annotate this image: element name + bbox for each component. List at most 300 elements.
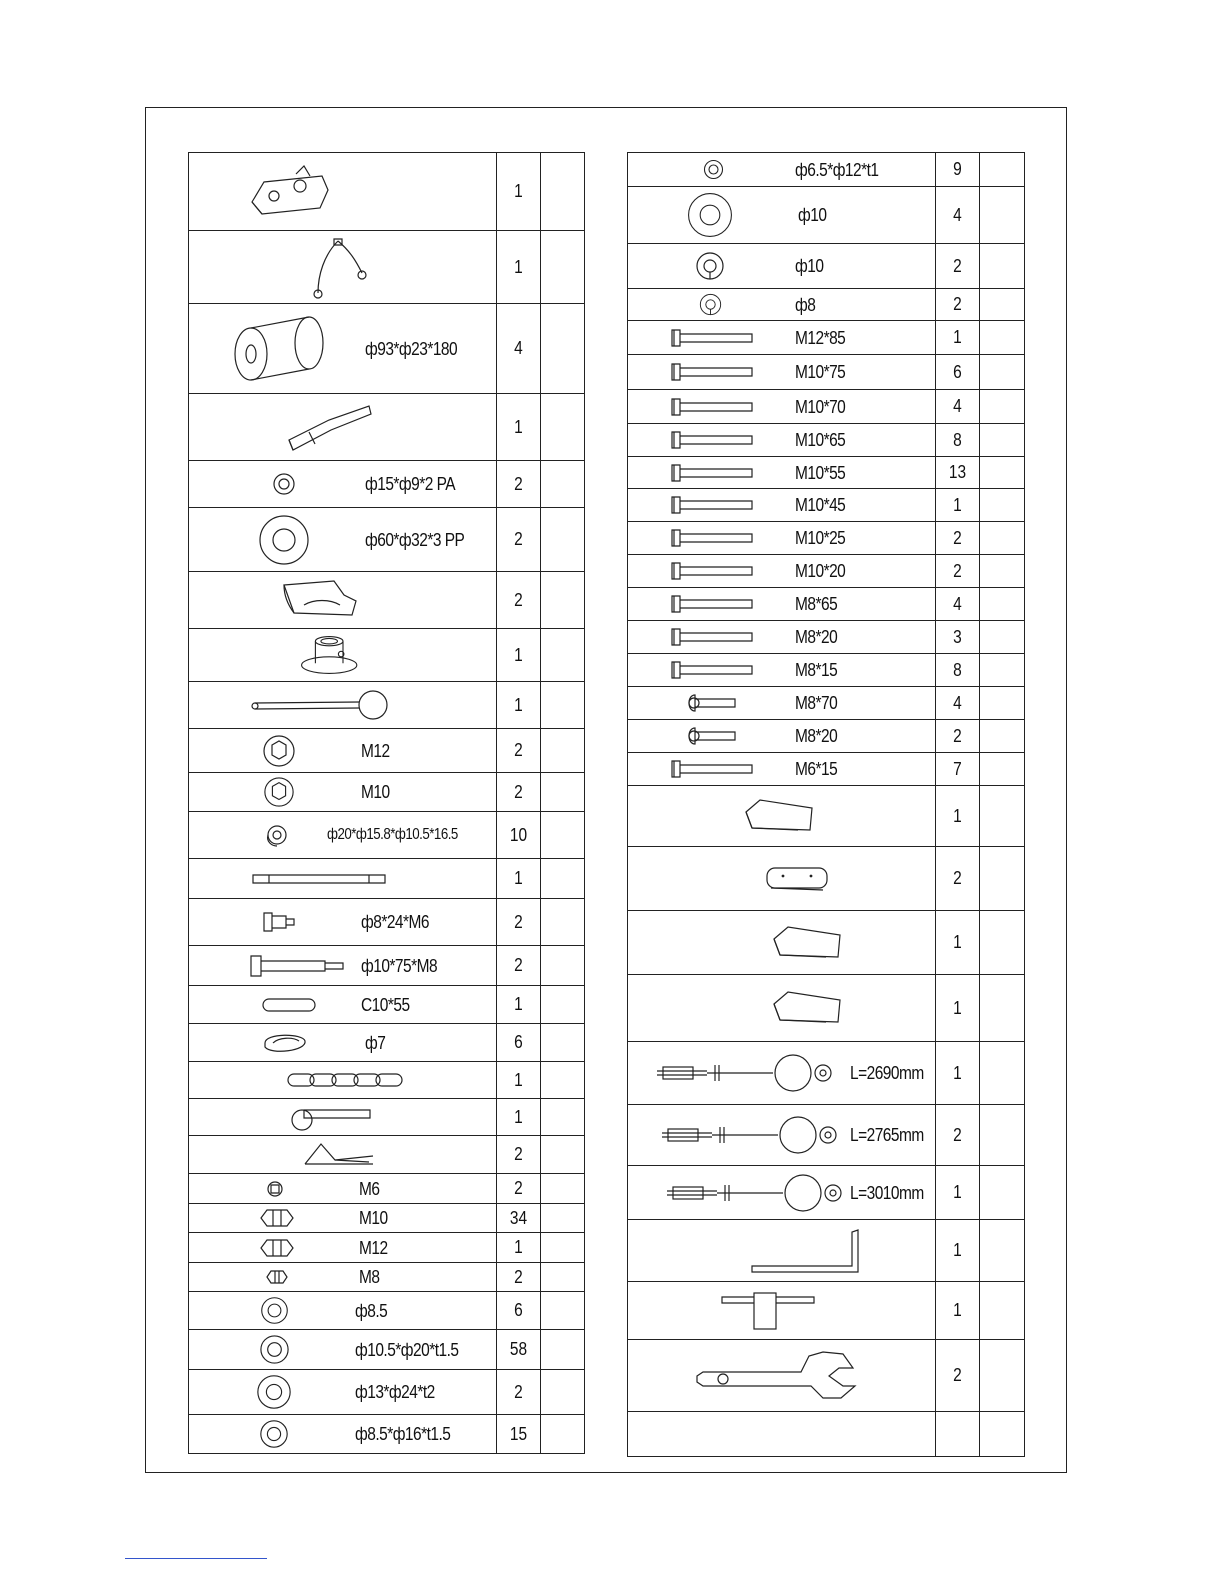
part-qty-cell [936, 847, 980, 911]
part-illustration-cell [189, 1204, 497, 1233]
part-spec: M10*45 [795, 495, 846, 515]
parts-row [628, 1220, 1025, 1282]
hex-nut-small-icon [264, 1269, 290, 1285]
part-qty: 1 [953, 805, 962, 826]
part-check-cell[interactable] [980, 1220, 1025, 1282]
part-qty: 1 [514, 416, 523, 437]
square-cap-icon [766, 986, 846, 1030]
large-washer-icon [685, 190, 735, 240]
part-qty: 6 [953, 361, 962, 382]
button-head-bolt-icon [687, 693, 739, 713]
part-check-cell[interactable] [980, 1166, 1025, 1220]
hex-bolt-icon [670, 397, 756, 417]
parts-row [628, 1042, 1025, 1105]
part-check-cell[interactable] [980, 753, 1025, 786]
part-check-cell[interactable] [541, 1263, 585, 1292]
part-illustration-cell [189, 1330, 497, 1370]
spring-washer-icon [698, 292, 723, 317]
part-spec: ф6.5*ф12*t1 [795, 159, 879, 180]
part-qty-cell [497, 572, 541, 629]
part-qty: 58 [509, 1339, 528, 1359]
part-qty: 1 [514, 181, 523, 201]
part-illustration-cell [628, 355, 936, 390]
part-illustration-cell [189, 1370, 497, 1415]
part-qty-cell [497, 394, 541, 461]
part-qty: 4 [953, 692, 962, 713]
part-check-cell[interactable] [980, 1282, 1025, 1340]
part-spec: ф7 [365, 1032, 386, 1053]
parts-row [189, 899, 585, 946]
part-spec: ф20*ф15.8*ф10.5*16.5 [327, 826, 458, 843]
part-check-cell[interactable] [980, 289, 1025, 321]
part-spec: ф13*ф24*t2 [355, 1382, 435, 1402]
hex-bolt-icon [670, 495, 756, 515]
part-check-cell[interactable] [980, 424, 1025, 457]
parts-row [189, 231, 585, 304]
parts-row [628, 390, 1025, 424]
t-wrench-icon [718, 1291, 818, 1331]
oval-cap-icon [763, 864, 833, 894]
part-qty: 1 [953, 494, 962, 515]
part-check-cell[interactable] [980, 1340, 1025, 1412]
part-illustration-cell [189, 1292, 497, 1330]
part-spec: L=3010mm [850, 1182, 924, 1203]
parts-row [189, 1292, 585, 1330]
part-qty-cell [936, 424, 980, 457]
part-check-cell[interactable] [541, 946, 585, 986]
part-illustration-cell [628, 555, 936, 588]
part-check-cell[interactable] [541, 773, 585, 812]
part-check-cell[interactable] [541, 461, 585, 508]
part-qty-cell [936, 355, 980, 390]
part-check-cell[interactable] [541, 1370, 585, 1415]
part-qty-cell [936, 522, 980, 555]
rod-icon [249, 872, 389, 886]
part-qty-cell [497, 946, 541, 986]
part-check-cell[interactable] [541, 394, 585, 461]
part-spec: M10*70 [795, 396, 846, 417]
part-check-cell[interactable] [541, 682, 585, 729]
part-qty-cell [497, 1099, 541, 1136]
part-spec: M6*15 [795, 759, 838, 779]
part-illustration-cell [628, 720, 936, 753]
parts-row [189, 1024, 585, 1062]
part-illustration-cell [189, 153, 497, 231]
part-illustration-cell [628, 654, 936, 687]
hex-bolt-icon [670, 660, 756, 680]
part-qty-cell [936, 1282, 980, 1340]
parts-row [628, 588, 1025, 621]
part-qty: 4 [514, 338, 523, 358]
part-qty: 2 [514, 529, 523, 549]
part-qty-cell [936, 687, 980, 720]
part-qty: 2 [514, 1266, 523, 1287]
parts-row [189, 394, 585, 461]
cap-nut-icon [265, 1180, 285, 1198]
part-qty-cell [497, 986, 541, 1024]
part-spec: M8*15 [795, 660, 838, 680]
part-check-cell[interactable] [980, 555, 1025, 588]
part-illustration-cell [628, 1166, 936, 1220]
part-qty: 4 [953, 204, 962, 225]
hex-nut-icon [257, 1208, 297, 1228]
part-check-cell[interactable] [980, 975, 1025, 1042]
part-qty-cell [497, 153, 541, 231]
part-check-cell[interactable] [980, 153, 1025, 187]
parts-row [628, 1412, 1025, 1457]
part-illustration-cell [628, 1042, 936, 1105]
part-check-cell[interactable] [980, 687, 1025, 720]
part-check-cell[interactable] [980, 457, 1025, 489]
part-spec: M10*20 [795, 561, 846, 581]
part-illustration-cell [189, 946, 497, 986]
part-spec: M10 [359, 1208, 388, 1228]
part-illustration-cell [628, 321, 936, 355]
part-qty: 10 [509, 824, 528, 845]
parts-row [189, 1099, 585, 1136]
parts-row [189, 572, 585, 629]
part-check-cell[interactable] [980, 390, 1025, 424]
part-spec: ф10.5*ф20*t1.5 [355, 1339, 459, 1360]
part-qty-cell [936, 975, 980, 1042]
part-qty-cell [936, 720, 980, 753]
part-qty-cell [497, 899, 541, 946]
part-check-cell[interactable] [541, 859, 585, 899]
part-illustration-cell [189, 1263, 497, 1292]
part-qty: 1 [514, 868, 523, 888]
part-qty: 2 [953, 725, 962, 746]
part-check-cell[interactable] [541, 1415, 585, 1454]
part-spec: L=2765mm [850, 1125, 924, 1145]
parts-row [189, 773, 585, 812]
part-spec: L=2690mm [850, 1063, 924, 1083]
hex-bolt-icon [670, 430, 756, 450]
parts-row [628, 424, 1025, 457]
part-qty-cell [936, 1166, 980, 1220]
part-spec: ф8 [795, 294, 816, 315]
part-check-cell[interactable] [980, 588, 1025, 621]
part-qty: 1 [953, 1300, 962, 1320]
part-qty-cell [497, 629, 541, 682]
part-qty-cell [936, 786, 980, 847]
part-check-cell[interactable] [541, 1099, 585, 1136]
hex-bolt-icon [670, 561, 756, 581]
part-qty-cell [497, 729, 541, 773]
part-illustration-cell [628, 621, 936, 654]
part-qty: 2 [514, 473, 523, 494]
part-check-cell[interactable] [980, 522, 1025, 555]
part-illustration-cell [628, 187, 936, 244]
shoulder-bolt-long-icon [249, 954, 349, 978]
part-qty: 2 [514, 589, 523, 610]
part-check-cell[interactable] [980, 244, 1025, 289]
part-qty-cell [497, 773, 541, 812]
part-qty: 6 [514, 1032, 523, 1052]
part-check-cell[interactable] [541, 812, 585, 859]
part-qty: 8 [953, 659, 962, 680]
part-qty-cell [497, 1263, 541, 1292]
part-qty: 8 [953, 429, 962, 450]
part-qty: 7 [953, 758, 962, 779]
part-check-cell[interactable] [980, 187, 1025, 244]
part-spec: ф8.5 [355, 1300, 388, 1321]
part-qty-cell [936, 457, 980, 489]
part-qty-cell [497, 812, 541, 859]
part-qty-cell [497, 1415, 541, 1454]
part-illustration-cell [628, 1105, 936, 1166]
part-qty: 1 [514, 644, 523, 665]
part-check-cell[interactable] [980, 355, 1025, 390]
part-qty: 2 [514, 781, 523, 802]
part-check-cell[interactable] [541, 1204, 585, 1233]
small-washer-icon [700, 156, 727, 183]
part-check-cell[interactable] [541, 899, 585, 946]
part-check-cell[interactable] [980, 1105, 1025, 1166]
parts-row [628, 621, 1025, 654]
part-check-cell[interactable] [541, 1292, 585, 1330]
parts-row [628, 489, 1025, 522]
parts-row [189, 508, 585, 572]
part-qty: 1 [953, 932, 962, 952]
part-qty-cell [936, 489, 980, 522]
part-qty-cell [497, 231, 541, 304]
part-spec: ф8.5*ф16*t1.5 [355, 1424, 451, 1444]
parts-row [628, 1340, 1025, 1412]
hex-bolt-icon [670, 594, 756, 614]
part-check-cell[interactable] [541, 1136, 585, 1174]
shoulder-bolt-icon [262, 911, 296, 933]
parts-row [189, 986, 585, 1024]
parts-row [189, 1263, 585, 1292]
part-illustration-cell [628, 588, 936, 621]
part-spec: M10 [361, 782, 390, 802]
parts-row [628, 289, 1025, 321]
part-qty: 1 [514, 994, 523, 1014]
part-illustration-cell [628, 390, 936, 424]
part-check-cell[interactable] [541, 729, 585, 773]
part-qty-cell [936, 321, 980, 355]
part-qty: 1 [514, 1069, 523, 1090]
part-check-cell[interactable] [980, 654, 1025, 687]
washer-large-icon [255, 1373, 293, 1411]
part-qty-cell [936, 1220, 980, 1282]
part-spec: M12*85 [795, 327, 846, 348]
part-spec: M10*75 [795, 362, 846, 382]
part-qty: 2 [953, 1124, 962, 1145]
part-check-cell[interactable] [980, 847, 1025, 911]
spanner-icon [683, 1346, 863, 1406]
square-cap-icon [738, 794, 818, 838]
part-check-cell[interactable] [541, 153, 585, 231]
part-spec: M12 [361, 740, 390, 761]
part-qty: 2 [514, 1144, 523, 1164]
parts-row [189, 304, 585, 394]
part-qty-cell [936, 1105, 980, 1166]
part-qty-cell [497, 1233, 541, 1263]
part-qty-cell [936, 1412, 980, 1457]
part-check-cell[interactable] [541, 1330, 585, 1370]
part-check-cell[interactable] [541, 231, 585, 304]
parts-row [189, 1233, 585, 1263]
chain-icon [284, 1069, 414, 1091]
part-qty-cell [497, 682, 541, 729]
part-check-cell[interactable] [541, 1233, 585, 1263]
hex-bolt-icon [670, 463, 756, 483]
part-check-cell[interactable] [541, 304, 585, 394]
part-illustration-cell [189, 1099, 497, 1136]
part-spec: M10*55 [795, 462, 846, 483]
part-qty: 2 [953, 294, 962, 314]
small-washer-icon [269, 469, 299, 499]
part-qty: 2 [953, 527, 962, 548]
hex-bolt-icon [670, 328, 756, 348]
part-check-cell[interactable] [541, 1174, 585, 1204]
part-qty-cell [497, 1292, 541, 1330]
part-qty: 2 [953, 560, 962, 581]
part-illustration-cell [628, 687, 936, 720]
part-check-cell[interactable] [541, 508, 585, 572]
parts-row [189, 729, 585, 773]
part-illustration-cell [628, 786, 936, 847]
part-check-cell[interactable] [541, 1062, 585, 1099]
part-illustration-cell [628, 489, 936, 522]
part-qty: 9 [953, 159, 962, 179]
part-qty: 1 [514, 1106, 523, 1127]
lock-pin-icon [284, 1102, 374, 1132]
parts-row [189, 629, 585, 682]
square-cap-icon [766, 921, 846, 965]
parts-row [189, 461, 585, 508]
parts-row [189, 1174, 585, 1204]
part-illustration-cell [628, 975, 936, 1042]
part-illustration-cell [189, 304, 497, 394]
footer-link-underline [125, 1558, 267, 1559]
part-qty: 1 [514, 694, 523, 715]
part-qty: 1 [953, 1182, 962, 1202]
part-qty-cell [936, 390, 980, 424]
parts-table-left [188, 152, 585, 1454]
parts-row [189, 1204, 585, 1233]
part-check-cell[interactable] [980, 321, 1025, 355]
allen-key-icon [748, 1228, 868, 1274]
part-check-cell[interactable] [541, 572, 585, 629]
parts-row [628, 355, 1025, 390]
large-washer-icon [256, 512, 312, 568]
part-check-cell[interactable] [980, 786, 1025, 847]
part-qty-cell [936, 289, 980, 321]
parts-row [628, 753, 1025, 786]
part-check-cell[interactable] [980, 621, 1025, 654]
handle-grip-icon [299, 1140, 379, 1170]
part-illustration-cell [628, 153, 936, 187]
part-spec: M6 [359, 1178, 380, 1199]
pull-pin-icon [249, 687, 389, 723]
part-illustration-cell [189, 394, 497, 461]
cable-assembly-icon [658, 1113, 838, 1157]
part-illustration-cell [189, 231, 497, 304]
part-check-cell[interactable] [980, 911, 1025, 975]
part-check-cell[interactable] [541, 629, 585, 682]
parts-row [628, 1105, 1025, 1166]
washer-icon [258, 1333, 291, 1366]
parts-row [628, 457, 1025, 489]
part-illustration-cell [628, 847, 936, 911]
part-qty-cell [497, 1062, 541, 1099]
part-illustration-cell [189, 1136, 497, 1174]
part-qty: 1 [953, 1240, 962, 1260]
part-qty-cell [497, 508, 541, 572]
pin-icon [259, 995, 319, 1015]
part-spec: M8*20 [795, 627, 838, 647]
hex-bolt-icon [670, 362, 756, 382]
parts-row [189, 1062, 585, 1099]
part-check-cell[interactable] [541, 986, 585, 1024]
part-illustration-cell [189, 461, 497, 508]
part-qty-cell [936, 1042, 980, 1105]
part-illustration-cell [189, 1024, 497, 1062]
parts-row [628, 555, 1025, 588]
part-qty-cell [936, 153, 980, 187]
part-qty-cell [936, 621, 980, 654]
parts-row [628, 321, 1025, 355]
part-illustration-cell [628, 244, 936, 289]
part-check-cell[interactable] [980, 1412, 1025, 1457]
part-spec: ф8*24*M6 [361, 912, 429, 932]
parts-row [628, 720, 1025, 753]
cable-assembly-icon [653, 1051, 833, 1095]
part-illustration-cell [189, 1233, 497, 1263]
hex-bolt-icon [670, 627, 756, 647]
part-qty-cell [497, 859, 541, 899]
bushing-icon [264, 822, 290, 848]
part-qty-cell [497, 1136, 541, 1174]
part-qty: 2 [514, 1381, 523, 1402]
part-qty: 4 [953, 396, 962, 416]
part-qty: 6 [514, 1300, 523, 1320]
part-spec: M8*65 [795, 594, 838, 614]
hex-nut-icon [257, 1238, 297, 1258]
part-spec: M8*70 [795, 693, 838, 713]
parts-row [189, 682, 585, 729]
part-illustration-cell [628, 1220, 936, 1282]
part-qty-cell [936, 588, 980, 621]
spring-washer-icon [694, 250, 726, 282]
part-spec: M8*20 [795, 726, 838, 746]
part-spec: M10*25 [795, 528, 846, 548]
cable-assembly-icon [663, 1171, 843, 1215]
parts-row [628, 153, 1025, 187]
parts-row [628, 975, 1025, 1042]
part-qty: 4 [953, 593, 962, 614]
part-qty-cell [936, 1340, 980, 1412]
clip-cap-icon [274, 575, 364, 625]
acorn-nut-icon [262, 734, 296, 768]
part-check-cell[interactable] [980, 489, 1025, 522]
part-check-cell[interactable] [541, 1024, 585, 1062]
part-illustration-cell [628, 753, 936, 786]
part-spec: ф60*ф32*3 PP [365, 529, 465, 550]
part-check-cell[interactable] [980, 1042, 1025, 1105]
parts-row [628, 786, 1025, 847]
part-illustration-cell [628, 424, 936, 457]
parts-row [189, 153, 585, 231]
part-qty: 1 [514, 256, 523, 277]
part-spec: ф10 [798, 205, 827, 225]
part-check-cell[interactable] [980, 720, 1025, 753]
hex-bolt-icon [670, 528, 756, 548]
part-spec: ф10 [795, 256, 824, 276]
part-illustration-cell [628, 522, 936, 555]
